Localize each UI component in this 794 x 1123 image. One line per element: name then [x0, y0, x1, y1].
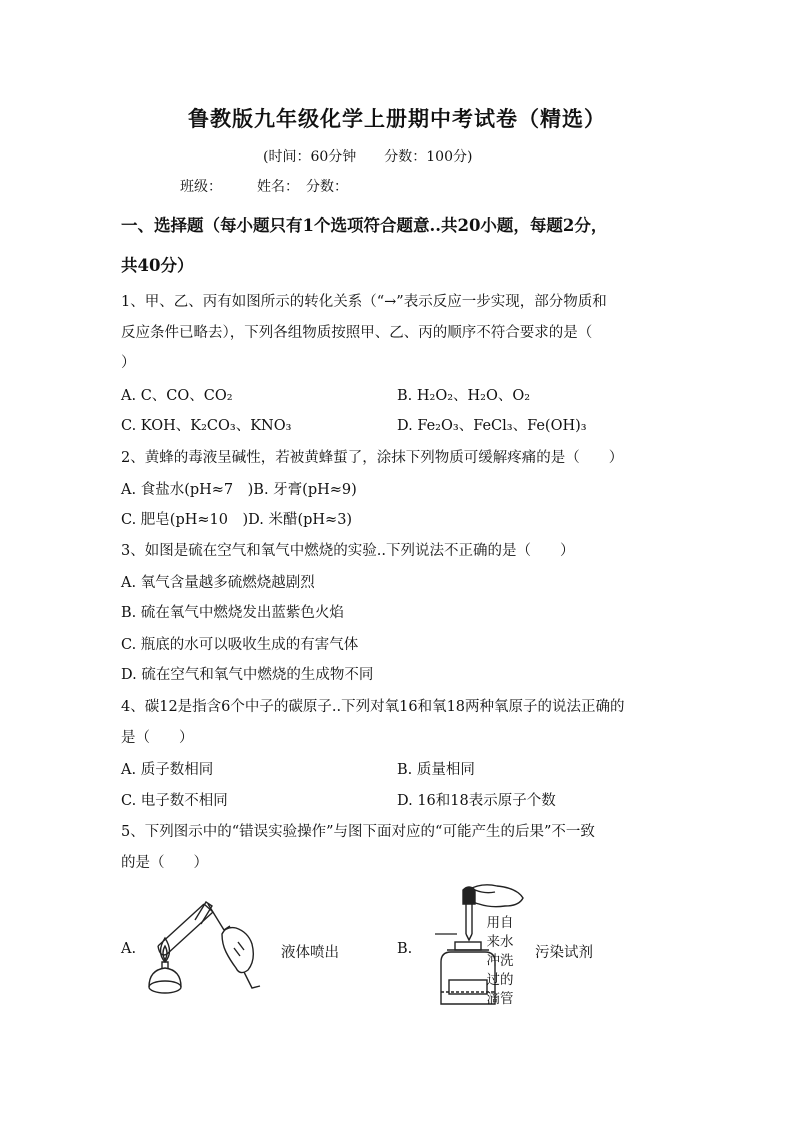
dropper-label [485, 914, 515, 1009]
q1-option-d: D. Fe₂O₃、FeCl₃、Fe(OH)₃ [397, 418, 587, 434]
q1-stem-line3: ） [121, 355, 136, 371]
q1-stem-line1: 1、甲、乙、丙有如图所示的转化关系（“→”表示反应一步实现，部分物质和 [121, 294, 607, 310]
q4-option-d: D. 16和18表示原子个数 [397, 793, 556, 809]
dropper-label-line: 过的 [486, 972, 514, 988]
q4-stem-line2: 是（ ） [121, 730, 194, 746]
q3-option-d: D. 硫在空气和氧气中燃烧的生成物不同 [121, 667, 374, 683]
dropper-label-line: 冲洗 [486, 953, 514, 969]
q3-option-b: B. 硫在氧气中燃烧发出蓝紫色火焰 [121, 605, 344, 621]
q4-option-a: A. 质子数相同 [121, 762, 214, 778]
q5-figure-a-letter: A. [121, 941, 137, 957]
q1-option-c: C. KOH、K₂CO₃、KNO₃ [121, 418, 292, 434]
section-heading-line2: 共40分） [121, 256, 194, 275]
q2-options-cd: C. 肥皂(pH≈10 )D. 米醋(pH≈3) [121, 512, 353, 528]
student-info: 班级： 姓名： 分数： [180, 179, 348, 195]
q5-figure-b-letter: B. [397, 941, 413, 957]
q3-option-a: A. 氧气含量越多硫燃烧越剧烈 [121, 575, 315, 591]
section-heading-line1: 一、选择题（每小题只有1个选项符合题意..共20小题，每题2分， [121, 216, 608, 235]
q1-option-b: B. H₂O₂、H₂O、O₂ [397, 388, 531, 404]
q2-options-ab: A. 食盐水(pH≈7 )B. 牙膏(pH≈9) [121, 482, 357, 498]
q3-option-c: C. 瓶底的水可以吸收生成的有害气体 [121, 637, 359, 653]
q4-stem-line1: 4、碳12是指含6个中子的碳原子..下列对氧16和氧18两种氧原子的说法正确的 [121, 699, 625, 715]
q5-figure-a-caption: 液体喷出 [281, 945, 339, 961]
q5-stem-line1: 5、下列图示中的“错误实验操作”与图下面对应的“可能产生的后果”不一致 [121, 824, 595, 840]
q2-stem: 2、黄蜂的毒液呈碱性，若被黄蜂蜇了，涂抹下列物质可缓解疼痛的是（ ） [121, 450, 624, 466]
exam-info: (时间：60分钟 分数：100分) [263, 149, 473, 165]
q1-option-a: A. C、CO、CO₂ [121, 388, 233, 404]
q4-option-b: B. 质量相同 [397, 762, 475, 778]
dropper-label-line: 滴管 [486, 991, 514, 1007]
q5-stem-line2: 的是（ ） [121, 855, 208, 871]
dropper-reagent-bottle-illustration [435, 880, 530, 1010]
page-title: 鲁教版九年级化学上册期中考试卷（精选） [188, 106, 606, 131]
dropper-label-line: 来水 [486, 934, 514, 950]
dropper-label-line: 用自 [486, 915, 514, 931]
test-tube-heating-illustration [140, 890, 270, 1000]
q1-stem-line2: 反应条件已略去），下列各组物质按照甲、乙、丙的顺序不符合要求的是（ [121, 325, 593, 341]
q4-option-c: C. 电子数不相同 [121, 793, 228, 809]
q5-figure-b-caption: 污染试剂 [535, 945, 593, 961]
q3-stem: 3、如图是硫在空气和氧气中燃烧的实验..下列说法不正确的是（ ） [121, 543, 575, 559]
